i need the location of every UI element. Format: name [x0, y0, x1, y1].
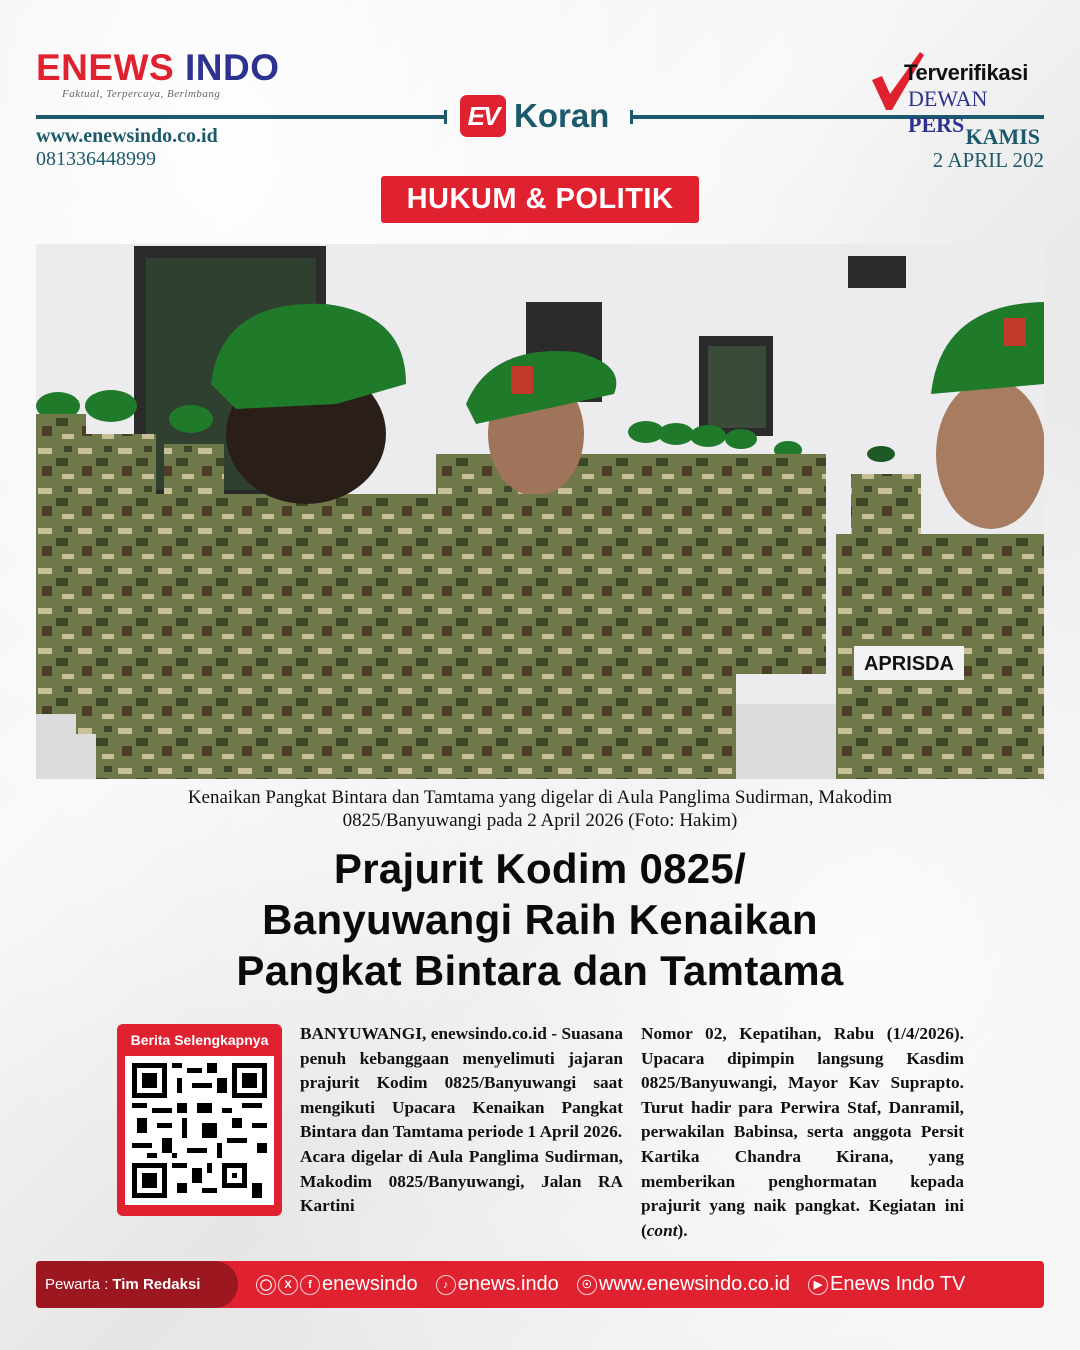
name-tag-text: APRISDA [863, 653, 955, 675]
brand-logo-part1: ENEWS [36, 47, 175, 88]
footer-bar [36, 1261, 1044, 1308]
qr-card[interactable] [117, 1024, 282, 1216]
social-handle[interactable]: enewsindo [322, 1273, 418, 1295]
youtube-icon[interactable]: ▶ [808, 1275, 828, 1295]
facebook-icon[interactable]: f [300, 1275, 320, 1295]
article-paragraph: BANYUWANGI, enewsindo.co.id - Suasana penuh kebanggaan menyelimuti jajaran prajurit Kodim 0825/Banyuwangi saat mengikuti Upacara Kenaikan Pangkat Bintara dan Tamtama periode 1 April 2026. [300, 1024, 623, 1142]
photo-caption-line2: 0825/Banyuwangi pada 2 April 2026 (Foto: Hakim) [342, 810, 738, 831]
qr-code-icon[interactable] [125, 1056, 274, 1205]
youtube-link[interactable] [808, 1273, 965, 1296]
website-link[interactable] [577, 1273, 790, 1296]
tiktok-handle[interactable]: enews.indo [457, 1273, 559, 1295]
header-website[interactable]: www.enewsindo.co.id [36, 125, 218, 147]
instagram-icon[interactable]: ◯ [256, 1275, 276, 1295]
ev-logo-icon: EV [460, 95, 506, 137]
brand-tagline: Faktual, Terpercaya, Berimbang [62, 88, 221, 100]
reporter-label: Pewarta : [45, 1276, 109, 1293]
divider-tick-left [444, 110, 447, 124]
brand-logo [36, 48, 279, 88]
edition-name: Koran [514, 97, 610, 134]
tiktok-link[interactable] [436, 1273, 559, 1296]
article-paragraph: Acara digelar di Aula Panglima Sudirman, Makodim 0825/Banyuwangi, Jalan RA Kartini [300, 1146, 623, 1216]
social-links[interactable] [256, 1273, 418, 1296]
tiktok-icon[interactable]: ♪ [436, 1275, 456, 1295]
article-column-1 [300, 1022, 623, 1219]
headline-line1: Prajurit Kodim 0825/ [333, 845, 747, 892]
brand-logo-part2: INDO [184, 47, 280, 88]
header-phone: 081336448999 [36, 148, 156, 170]
article-column-2 [641, 1022, 964, 1243]
divider-tick-right [630, 110, 633, 124]
edition-label [460, 95, 609, 137]
ceremony-photo-illustration [36, 244, 1044, 779]
article-headline [60, 843, 1020, 996]
reporter-credit [36, 1261, 238, 1308]
photo-caption [60, 786, 1020, 832]
footer-website[interactable]: www.enewsindo.co.id [598, 1273, 791, 1295]
globe-icon[interactable]: ☉ [577, 1275, 597, 1295]
headline-line2: Banyuwangi Raih Kenaikan [262, 896, 818, 943]
youtube-channel[interactable]: Enews Indo TV [830, 1273, 966, 1295]
verification-org-part1: DEWAN [908, 86, 988, 111]
issue-date: 2 APRIL 202 [932, 148, 1044, 172]
issue-day: KAMIS [965, 124, 1040, 149]
article-paragraph [641, 1022, 964, 1243]
category-badge: HUKUM & POLITIK [381, 176, 699, 223]
article-text-end: ). [677, 1220, 688, 1240]
header-divider-left [36, 115, 446, 119]
reporter-name: Tim Redaksi [112, 1276, 201, 1293]
photo-caption-line1: Kenaikan Pangkat Bintara dan Tamtama yang digelar di Aula Panglima Sudirman, Makodim [187, 787, 893, 808]
verification-title: Terverifikasi [904, 60, 1029, 85]
headline-line3: Pangkat Bintara dan Tamtama [236, 947, 844, 994]
verification-org-part2: PERS [908, 112, 965, 137]
qr-label: Berita Selengkapnya [130, 1032, 269, 1048]
article-photo [36, 244, 1044, 779]
x-icon[interactable]: X [278, 1275, 298, 1295]
article-text: Nomor 02, Kepatihan, Rabu (1/4/2026). Upacara dipimpin langsung Kasdim 0825/Banyuwangi, Mayor Kav Suprapto. Turut hadir para Perwira Staf, Danramil, perwakilan Babinsa, serta anggota Persit Kartika Chandra Kirana, yang memberikan penghormatan kepada prajurit yang naik pangkat. Kegiatan ini ( [641, 1024, 964, 1240]
continued-marker: cont [646, 1220, 678, 1240]
